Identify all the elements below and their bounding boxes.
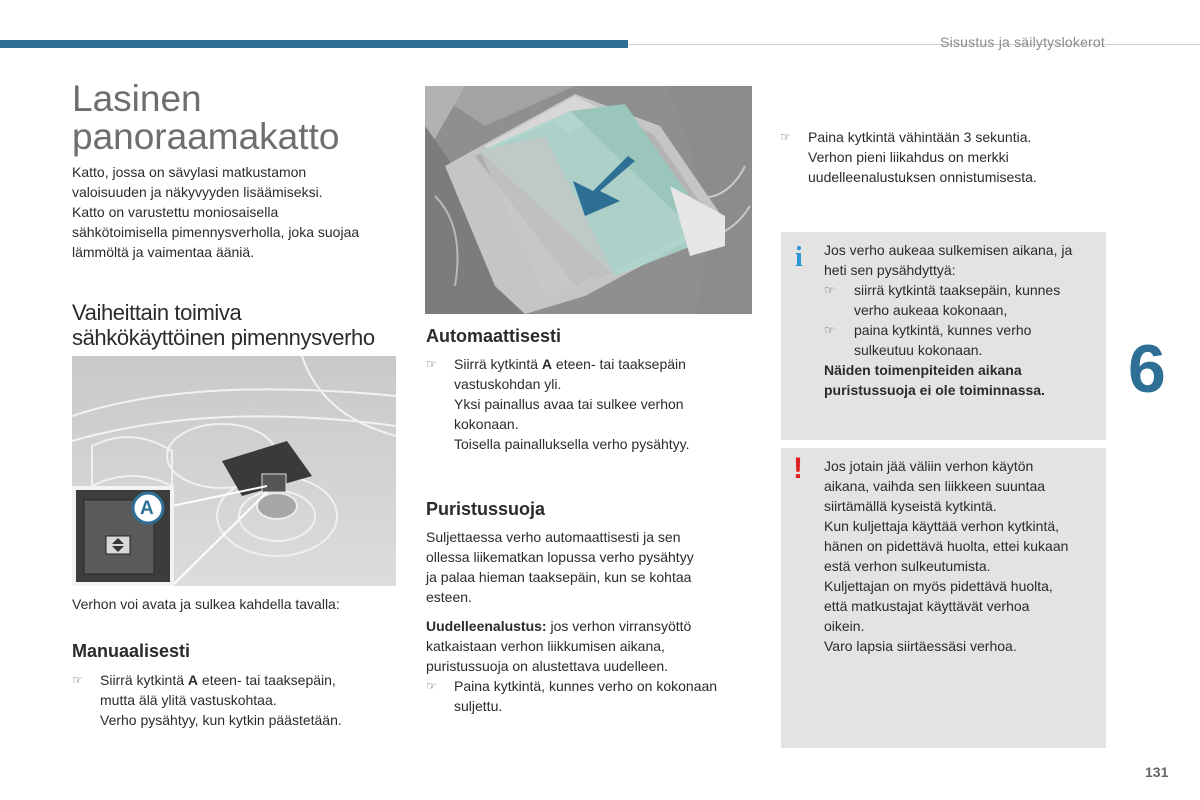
roof-drawing (425, 86, 752, 314)
reinit-bullet-text: Paina kytkintä, kunnes verho on kokonaan (454, 678, 718, 694)
info-bold-line: Näiden toimenpiteiden aikana (824, 362, 1022, 378)
pinch-line: ollessa liikematkan lopussa verho pysähtyy (426, 549, 694, 565)
warning-line: Jos jotain jää väliin verhon käytön (824, 458, 1034, 474)
reinit-text (426, 616, 746, 676)
warning-line: Varo lapsia siirtäessäsi verhoa. (824, 638, 1017, 654)
pinch-line: ja palaa hieman taaksepäin, kun se kohtaa (426, 569, 692, 585)
intro-line: lämmöltä ja vaimentaa ääniä. (72, 244, 255, 260)
page-title-line1: Lasinen (72, 78, 202, 119)
info-list (824, 280, 1099, 360)
list-item (72, 670, 402, 730)
page-title (72, 80, 339, 156)
pinch-text (426, 527, 746, 607)
info-bullet-text: verho aukeaa kokonaan, (854, 302, 1008, 318)
list-item (426, 354, 756, 454)
intro-line: sähkötoimisella pimennysverholla, joka suojaa (72, 224, 360, 240)
auto-text: vastuskohdan yli. (454, 376, 562, 392)
reinit-line (426, 616, 746, 636)
pointing-hand-icon: ☞ (780, 130, 791, 144)
right-bullet-text: Paina kytkintä vähintään 3 sekuntia. (808, 129, 1032, 145)
manual-text: Verho pysähtyy, kun kytkin päästetään. (100, 712, 342, 728)
switch-ref: A (187, 672, 199, 688)
info-bold-line: puristussuoja ei ole toiminnassa. (824, 382, 1045, 398)
pointing-hand-icon: ☞ (824, 283, 835, 297)
warning-line: Kun kuljettaja käyttää verhon kytkintä, (824, 518, 1060, 534)
auto-text: eteen- tai taaksepäin (552, 356, 686, 372)
auto-text: kokonaan. (454, 416, 519, 432)
warning-line: oikein. (824, 618, 865, 634)
auto-text: Siirrä kytkintä (454, 356, 542, 372)
warning-line: aikana, vaihda sen liikkeen suuntaa (824, 478, 1046, 494)
header-divider (628, 44, 1200, 45)
header-accent-bar (0, 40, 628, 48)
pointing-hand-icon: ☞ (824, 323, 835, 337)
info-line: heti sen pysähdyttyä: (824, 262, 956, 278)
right-bullet-text: Verhon pieni liikahdus on merkki (808, 149, 1009, 165)
manual-text: Siirrä kytkintä (100, 672, 188, 688)
switch-drawing (72, 356, 396, 586)
manual-text: mutta älä ylitä vastuskohtaa. (100, 692, 277, 708)
section-title: Sisustus ja säilytyslokerot (940, 34, 1105, 50)
info-text (824, 240, 1099, 400)
page-title-line2: panoraamakatto (72, 116, 340, 157)
auto-heading: Automaattisesti (426, 326, 562, 346)
info-line: Jos verho aukeaa sulkemisen aikana, ja (824, 242, 1073, 258)
intro-line: Katto, jossa on sävylasi matkustamon (72, 164, 307, 180)
reinit-label: Uudelleenalustus: (426, 618, 547, 634)
warning-line: siirtämällä kyseistä kytkintä. (824, 498, 997, 514)
blind-heading (72, 300, 375, 350)
warning-line: hänen on pidettävä huolta, ettei kukaan (824, 538, 1069, 554)
switch-ref: A (541, 356, 553, 372)
pointing-hand-icon: ☞ (426, 357, 437, 371)
info-box (781, 232, 1106, 440)
warning-line: että matkustajat käyttävät verhoa (824, 598, 1030, 614)
auto-list (426, 354, 756, 454)
blind-heading-line1: Vaiheittain toimiva (72, 300, 242, 325)
intro-line: valoisuuden ja näkyvyyden lisäämiseksi. (72, 184, 323, 200)
intro-text (72, 162, 402, 262)
blind-heading-line2: sähkökäyttöinen pimennysverho (72, 325, 375, 350)
warning-box (781, 448, 1106, 748)
manual-heading: Manuaalisesti (72, 641, 191, 661)
pointing-hand-icon: ☞ (72, 673, 83, 687)
manual-text: eteen- tai taaksepäin, (198, 672, 336, 688)
reinit-list (426, 676, 756, 716)
reinit-bullet-text: suljettu. (454, 698, 503, 714)
right-bullet-text: uudelleenalustuksen onnistumisesta. (808, 169, 1037, 185)
info-bullet-text: siirrä kytkintä taaksepäin, kunnes (854, 282, 1061, 298)
pointing-hand-icon: ☞ (426, 679, 437, 693)
roof-illustration (425, 86, 752, 314)
switch-label-a: A (140, 498, 154, 519)
reinit-text-part: jos verhon virransyöttö (546, 618, 692, 634)
list-item (780, 127, 1100, 187)
list-item (426, 676, 756, 716)
warning-icon: ! (793, 452, 803, 485)
auto-text: Yksi painallus avaa tai sulkee verhon (454, 396, 684, 412)
caption: Verhon voi avata ja sulkea kahdella tavalla: (72, 596, 340, 612)
reinit-line: katkaistaan verhon liikkumisen aikana, (426, 638, 665, 654)
list-item (824, 280, 1099, 320)
info-bullet-text: sulkeutuu kokonaan. (854, 342, 983, 358)
info-icon: i (795, 242, 803, 273)
list-item (824, 320, 1099, 360)
warning-line: Kuljettajan on myös pidettävä huolta, (824, 578, 1053, 594)
warning-line: estä verhon sulkeutumista. (824, 558, 991, 574)
warning-text (824, 456, 1099, 656)
chapter-number: 6 (1128, 331, 1166, 407)
page-number: 131 (1145, 764, 1169, 780)
pinch-heading: Puristussuoja (426, 499, 546, 519)
right-list (780, 127, 1100, 187)
manual-list (72, 670, 402, 730)
info-bullet-text: paina kytkintä, kunnes verho (854, 322, 1032, 338)
switch-illustration (72, 356, 396, 586)
auto-text: Toisella painalluksella verho pysähtyy. (454, 436, 690, 452)
pinch-line: Suljettaessa verho automaattisesti ja sen (426, 529, 681, 545)
pinch-line: esteen. (426, 589, 472, 605)
intro-line: Katto on varustettu moniosaisella (72, 204, 279, 220)
reinit-line: puristussuoja on alustettava uudelleen. (426, 658, 669, 674)
